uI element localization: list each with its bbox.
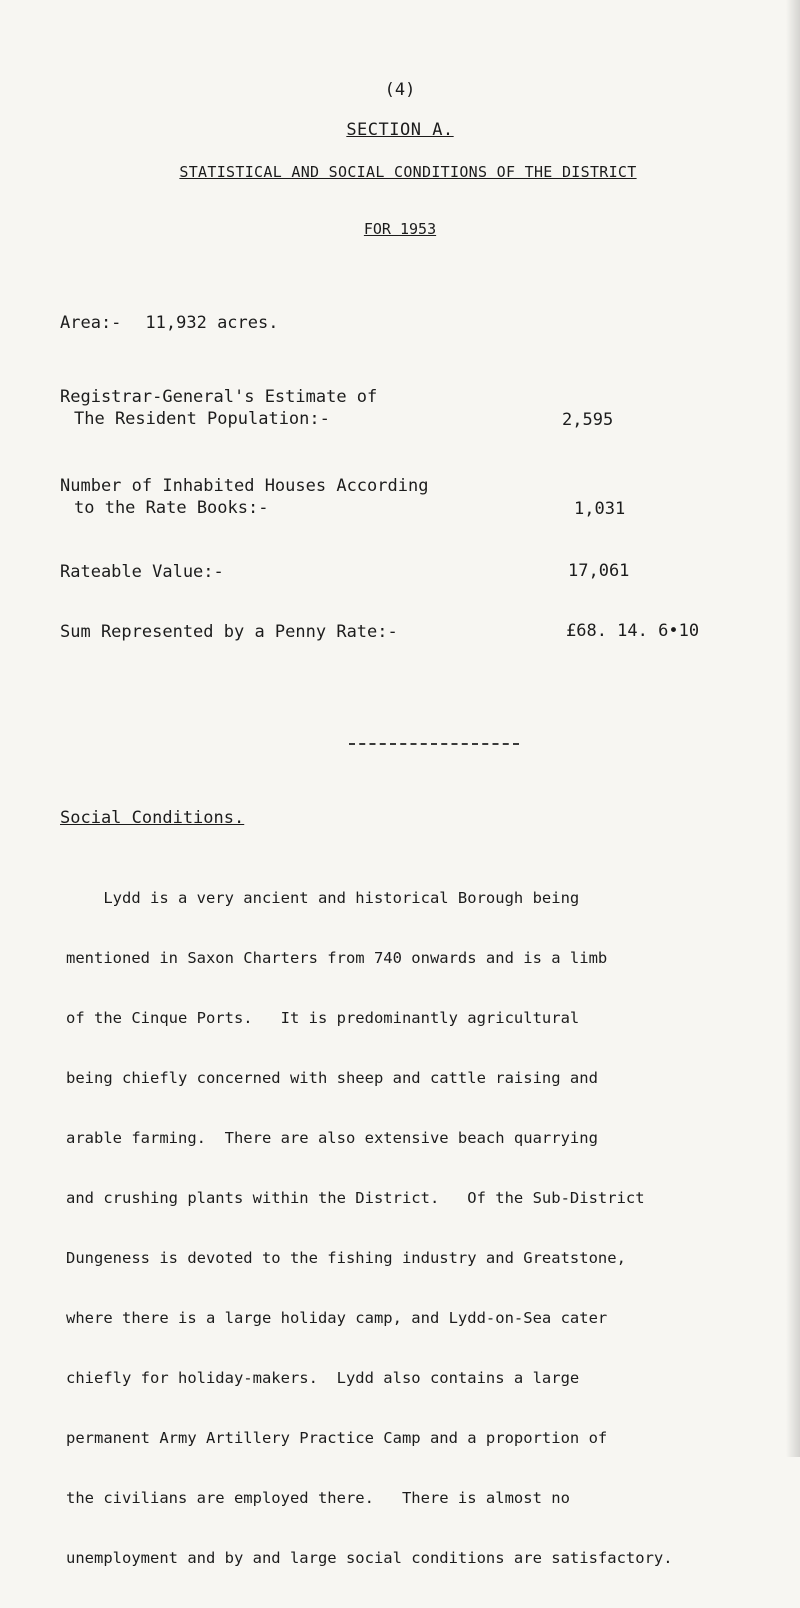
houses-label-line-2: to the Rate Books:- [74,498,269,518]
paragraph-line: arable farming. There are also extensive beach quarrying [66,1129,598,1147]
social-conditions-paragraph [66,848,796,1608]
penny-rate-label: Sum Represented by a Penny Rate:- [60,622,398,642]
area-row [60,313,278,333]
paragraph-line: of the Cinque Ports. It is predominantly agricultural [66,1009,580,1027]
population-label-line-1: Registrar-General's Estimate of [60,387,378,407]
section-heading-text: SECTION A. [346,120,454,140]
paragraph-line: the civilians are employed there. There is almost no [66,1489,570,1507]
population-value: 2,595 [562,410,614,430]
paragraph-line: Dungeness is devoted to the fishing industry and Greatstone, [66,1249,626,1267]
document-title-text: STATISTICAL AND SOCIAL CONDITIONS OF THE DISTRICT [179,163,637,181]
year-heading-text: FOR 1953 [363,220,437,238]
year-heading [0,220,800,238]
paragraph-line: and crushing plants within the District. Of the Sub-District [66,1189,645,1207]
paragraph-line: Lydd is a very ancient and historical Borough being [66,889,580,907]
paragraph-line: mentioned in Saxon Charters from 740 onwards and is a limb [66,949,608,967]
section-heading [0,120,800,140]
paragraph-line: chiefly for holiday-makers. Lydd also contains a large [66,1369,580,1387]
paragraph-line: permanent Army Artillery Practice Camp and a proportion of [66,1429,608,1447]
penny-rate-value: £68. 14. 6•10 [566,621,700,641]
section-divider [349,743,519,745]
document-title [48,163,768,181]
social-conditions-heading: Social Conditions. [60,808,245,828]
area-label: Area:- [60,313,122,333]
page-number: (4) [384,80,416,100]
houses-label-line-1: Number of Inhabited Houses According [60,476,429,496]
rateable-value-label: Rateable Value:- [60,562,224,582]
area-value: 11,932 acres. [145,313,279,333]
population-label-line-2: The Resident Population:- [74,409,330,429]
paragraph-line: where there is a large holiday camp, and Lydd-on-Sea cater [66,1309,608,1327]
houses-value: 1,031 [574,499,626,519]
rateable-value: 17,061 [568,561,630,581]
paragraph-line: being chiefly concerned with sheep and cattle raising and [66,1069,598,1087]
paragraph-line: unemployment and by and large social conditions are satisfactory. [66,1549,673,1567]
